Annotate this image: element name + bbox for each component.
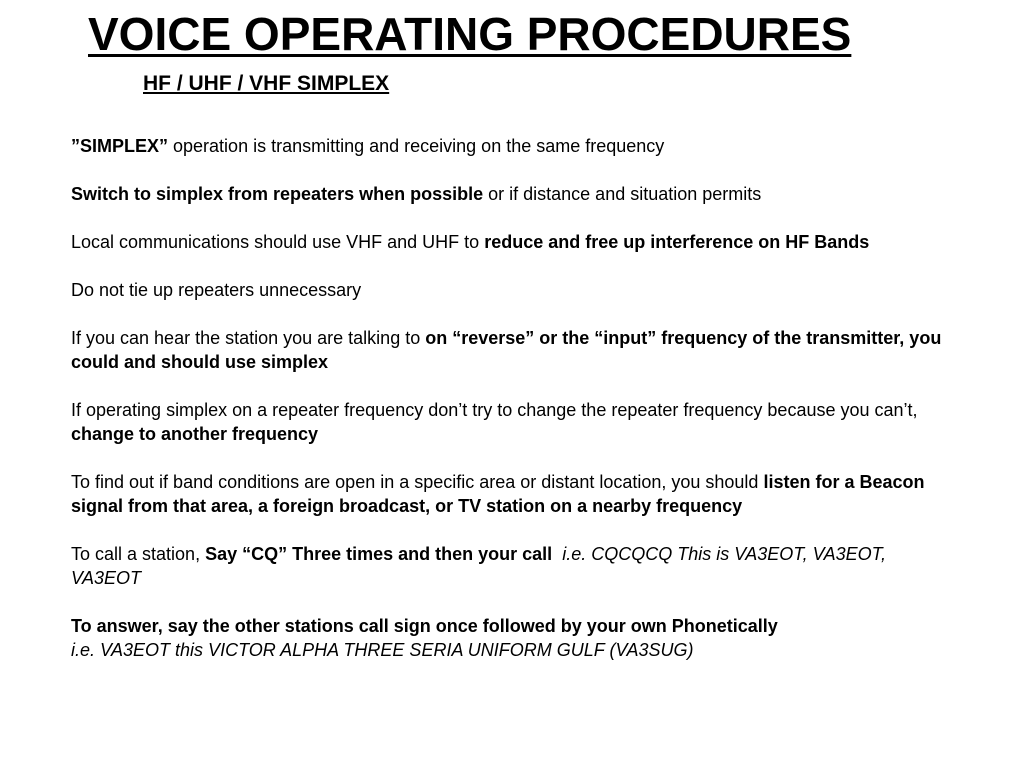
simplex-term: ”SIMPLEX” [71, 136, 169, 156]
repeater-frequency-bold: change to another frequency [71, 424, 319, 444]
call-station-bold: Say “CQ” Three times and then your call [205, 544, 553, 564]
local-communications-bold: reduce and free up interference on HF Bands [484, 232, 870, 252]
local-communications-text: Local communications should use VHF and UHF to [71, 232, 485, 252]
band-conditions-text: To find out if band conditions are open in a specific area or distant location, you should [71, 472, 764, 492]
call-station-text: To call a station, [71, 544, 206, 564]
page-title: VOICE OPERATING PROCEDURES [88, 8, 852, 60]
switch-simplex-bold: Switch to simplex from repeaters when possible [71, 184, 484, 204]
page-subtitle: HF / UHF / VHF SIMPLEX [143, 72, 390, 95]
paragraph-reverse-frequency [71, 326, 951, 374]
paragraph-simplex-definition [71, 134, 951, 158]
simplex-definition-text: operation is transmitting and receiving on the same frequency [168, 136, 665, 156]
answer-bold: To answer, say the other stations call sign once followed by your own Phonetically [71, 616, 778, 636]
paragraph-call-station [71, 542, 951, 590]
reverse-frequency-text: If you can hear the station you are talking to [71, 328, 426, 348]
answer-example: i.e. VA3EOT this VICTOR ALPHA THREE SERIA UNIFORM GULF (VA3SUG) [71, 640, 694, 660]
paragraph-repeater-frequency [71, 398, 951, 446]
paragraph-answer [71, 614, 951, 662]
band-conditions-bold: listen for a Beacon signal from that area, a foreign broadcast, or TV station on a nearby frequency [71, 472, 925, 516]
paragraph-switch-simplex [71, 182, 951, 206]
paragraph-band-conditions [71, 470, 951, 518]
call-station-example: i.e. CQCQCQ This is VA3EOT, VA3EOT, VA3EOT [71, 544, 886, 588]
repeater-frequency-text: If operating simplex on a repeater frequency don’t try to change the repeater frequency because you can’t, [71, 400, 918, 420]
switch-simplex-text: or if distance and situation permits [483, 184, 762, 204]
content-body [71, 134, 951, 686]
repeaters-text: Do not tie up repeaters unnecessary [71, 280, 362, 300]
reverse-frequency-bold: on “reverse” or the “input” frequency of the transmitter, you could and should use simplex [71, 328, 942, 372]
paragraph-repeaters [71, 278, 951, 302]
paragraph-local-communications [71, 230, 951, 254]
